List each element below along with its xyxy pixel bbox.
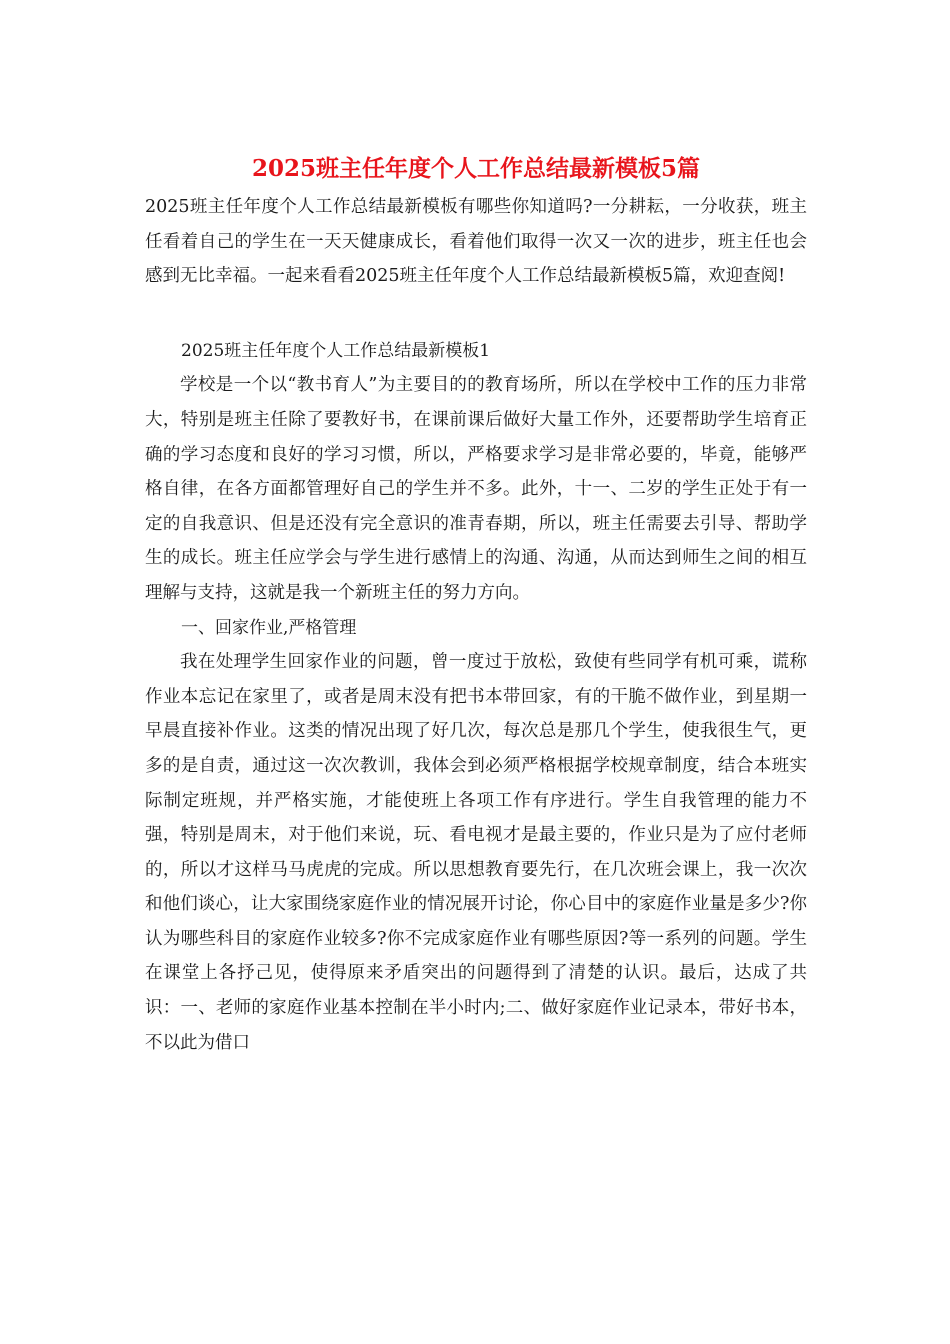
intro-paragraph: 2025班主任年度个人工作总结最新模板有哪些你知道吗?一分耕耘，一分收获，班主任看着自己的学生在一天天健康成长，看着他们取得一次又一次的进步，班主任也会感到无比幸福。一起来看看2025班主任年度个人工作总结最新模板5篇，欢迎查阅! — [145, 197, 807, 287]
body-paragraph: 我在处理学生回家作业的问题，曾一度过于放松，致使有些同学有机可乘，谎称作业本忘记在家里了，或者是周末没有把书本带回家，有的干脆不做作业，到星期一早晨直接补作业。这类的情况出现了好几次，每次总是那几个学生，使我很生气，更多的是自责，通过这一次次教训，我体会到必须严格根据学校规章制度，结合本班实际制定班规，并严格实施，才能使班上各项工作有序进行。学生自我管理的能力不强，特别是周末，对于他们来说，玩、看电视才是最主要的，作业只是为了应付老师的，所以才这样马马虎虎的完成。所以思想教育要先行，在几次班会课上，我一次次和他们谈心，让大家围绕家庭作业的情况展开讨论，你心目中的家庭作业量是多少?你认为哪些科目的家庭作业较多?你不完成家庭作业有哪些原因?等一系列的问题。学生在课堂上各抒己见，使得原来矛盾突出的问题得到了清楚的认识。最后，达成了共识：一、老师的家庭作业基本控制在半小时内;二、做好家庭作业记录本，带好书本，不以此为借口 — [145, 652, 807, 1053]
document-title: 2025班主任年度个人工作总结最新模板5篇 — [251, 155, 701, 182]
subsection-heading: 一、回家作业,严格管理 — [181, 617, 357, 638]
document-page — [145, 148, 807, 1060]
body-paragraph: 学校是一个以“教书育人”为主要目的的教育场所，所以在学校中工作的压力非常大，特别是班主任除了要教好书，在课前课后做好大量工作外，还要帮助学生培育正确的学习态度和良好的学习习惯，所以，严格要求学习是非常必要的，毕竟，能够严格自律，在各方面都管理好自己的学生并不多。此外，十一、二岁的学生正处于有一定的自我意识、但是还没有完全意识的准青春期，所以，班主任需要去引导、帮助学生的成长。班主任应学会与学生进行感情上的沟通、沟通，从而达到师生之间的相互理解与支持，这就是我一个新班主任的努力方向。 — [145, 375, 807, 603]
section-heading: 2025班主任年度个人工作总结最新模板1 — [181, 340, 491, 361]
paragraph-gap — [145, 294, 807, 334]
